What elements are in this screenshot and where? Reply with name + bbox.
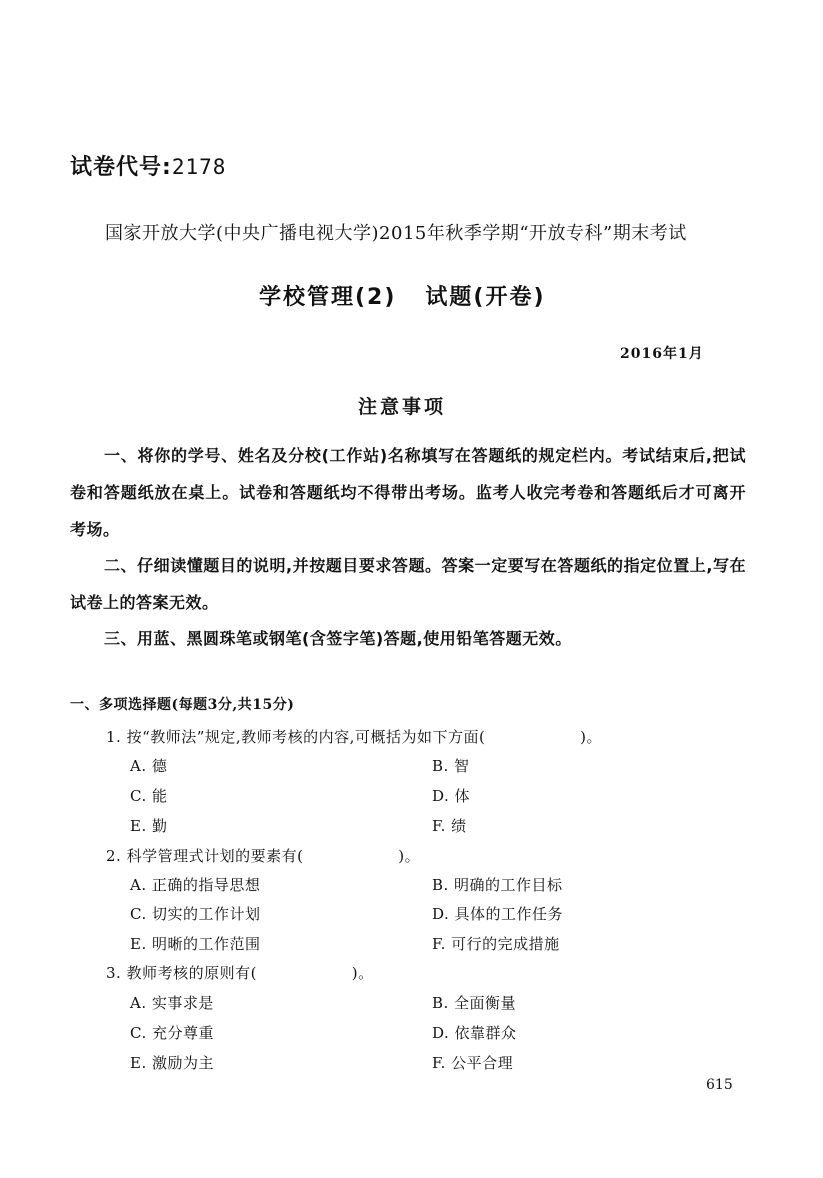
question-3-option-e: E. 激励为主 — [130, 1054, 214, 1072]
question-3-option-b: B. 全面衡量 — [432, 994, 517, 1012]
notice-item-3 — [70, 620, 746, 657]
question-1-stem: 1. 按“教师法”规定,教师考核的内容,可概括为如下方面( )。 — [106, 728, 602, 746]
notice-item-1-text: 一、将你的学号、姓名及分校(工作站)名称填写在答题纸的规定栏内。考试结束后,把试卷和答题纸放在桌上。试卷和答题纸均不得带出考场。监考人收完考卷和答题纸后才可离开考场。 — [70, 446, 746, 539]
notice-item-3-text: 三、用蓝、黑圆珠笔或钢笔(含签字笔)答题,使用铅笔答题无效。 — [104, 629, 572, 648]
question-2-option-c: C. 切实的工作计划 — [130, 905, 261, 923]
question-3-option-a: A. 实事求是 — [130, 994, 214, 1012]
question-2-stem: 2. 科学管理式计划的要素有( )。 — [106, 847, 421, 865]
notice-item-1 — [70, 437, 746, 548]
question-1-option-a: A. 德 — [130, 757, 168, 775]
question-1-option-d: D. 体 — [432, 787, 471, 805]
notice-item-2 — [70, 547, 746, 621]
notice-heading: 注意事项 — [358, 396, 447, 418]
question-1-option-f: F. 绩 — [432, 817, 467, 835]
paper-title: 学校管理(2) 试题(开卷) — [259, 285, 546, 310]
exam-session-line: 国家开放大学(中央广播电视大学)2015年秋季学期“开放专科”期末考试 — [105, 223, 687, 244]
exam-date: 2016年1月 — [620, 346, 704, 362]
notice-item-2-text: 二、仔细读懂题目的说明,并按题目要求答题。答案一定要写在答题纸的指定位置上,写在试卷上的答案无效。 — [70, 556, 746, 612]
question-2-option-f: F. 可行的完成措施 — [432, 935, 560, 953]
question-2-option-b: B. 明确的工作目标 — [432, 876, 563, 894]
question-3-option-d: D. 依靠群众 — [432, 1024, 517, 1042]
question-1-option-e: E. 勤 — [130, 817, 168, 835]
exam-code — [70, 150, 226, 181]
question-2-option-a: A. 正确的指导思想 — [130, 876, 261, 894]
question-1-option-b: B. 智 — [432, 757, 470, 775]
question-2-option-d: D. 具体的工作任务 — [432, 905, 564, 923]
question-3-stem: 3. 教师考核的原则有( )。 — [106, 964, 374, 982]
question-1-option-c: C. 能 — [130, 787, 168, 805]
question-2-option-e: E. 明晰的工作范围 — [130, 935, 261, 953]
question-3-option-f: F. 公平合理 — [432, 1054, 514, 1072]
exam-code-number: 2178 — [171, 155, 227, 179]
question-3-option-c: C. 充分尊重 — [130, 1024, 214, 1042]
section-heading: 一、多项选择题(每题3分,共15分) — [70, 697, 295, 713]
exam-code-label: 试卷代号: — [70, 155, 172, 180]
page-number: 615 — [706, 1077, 733, 1093]
